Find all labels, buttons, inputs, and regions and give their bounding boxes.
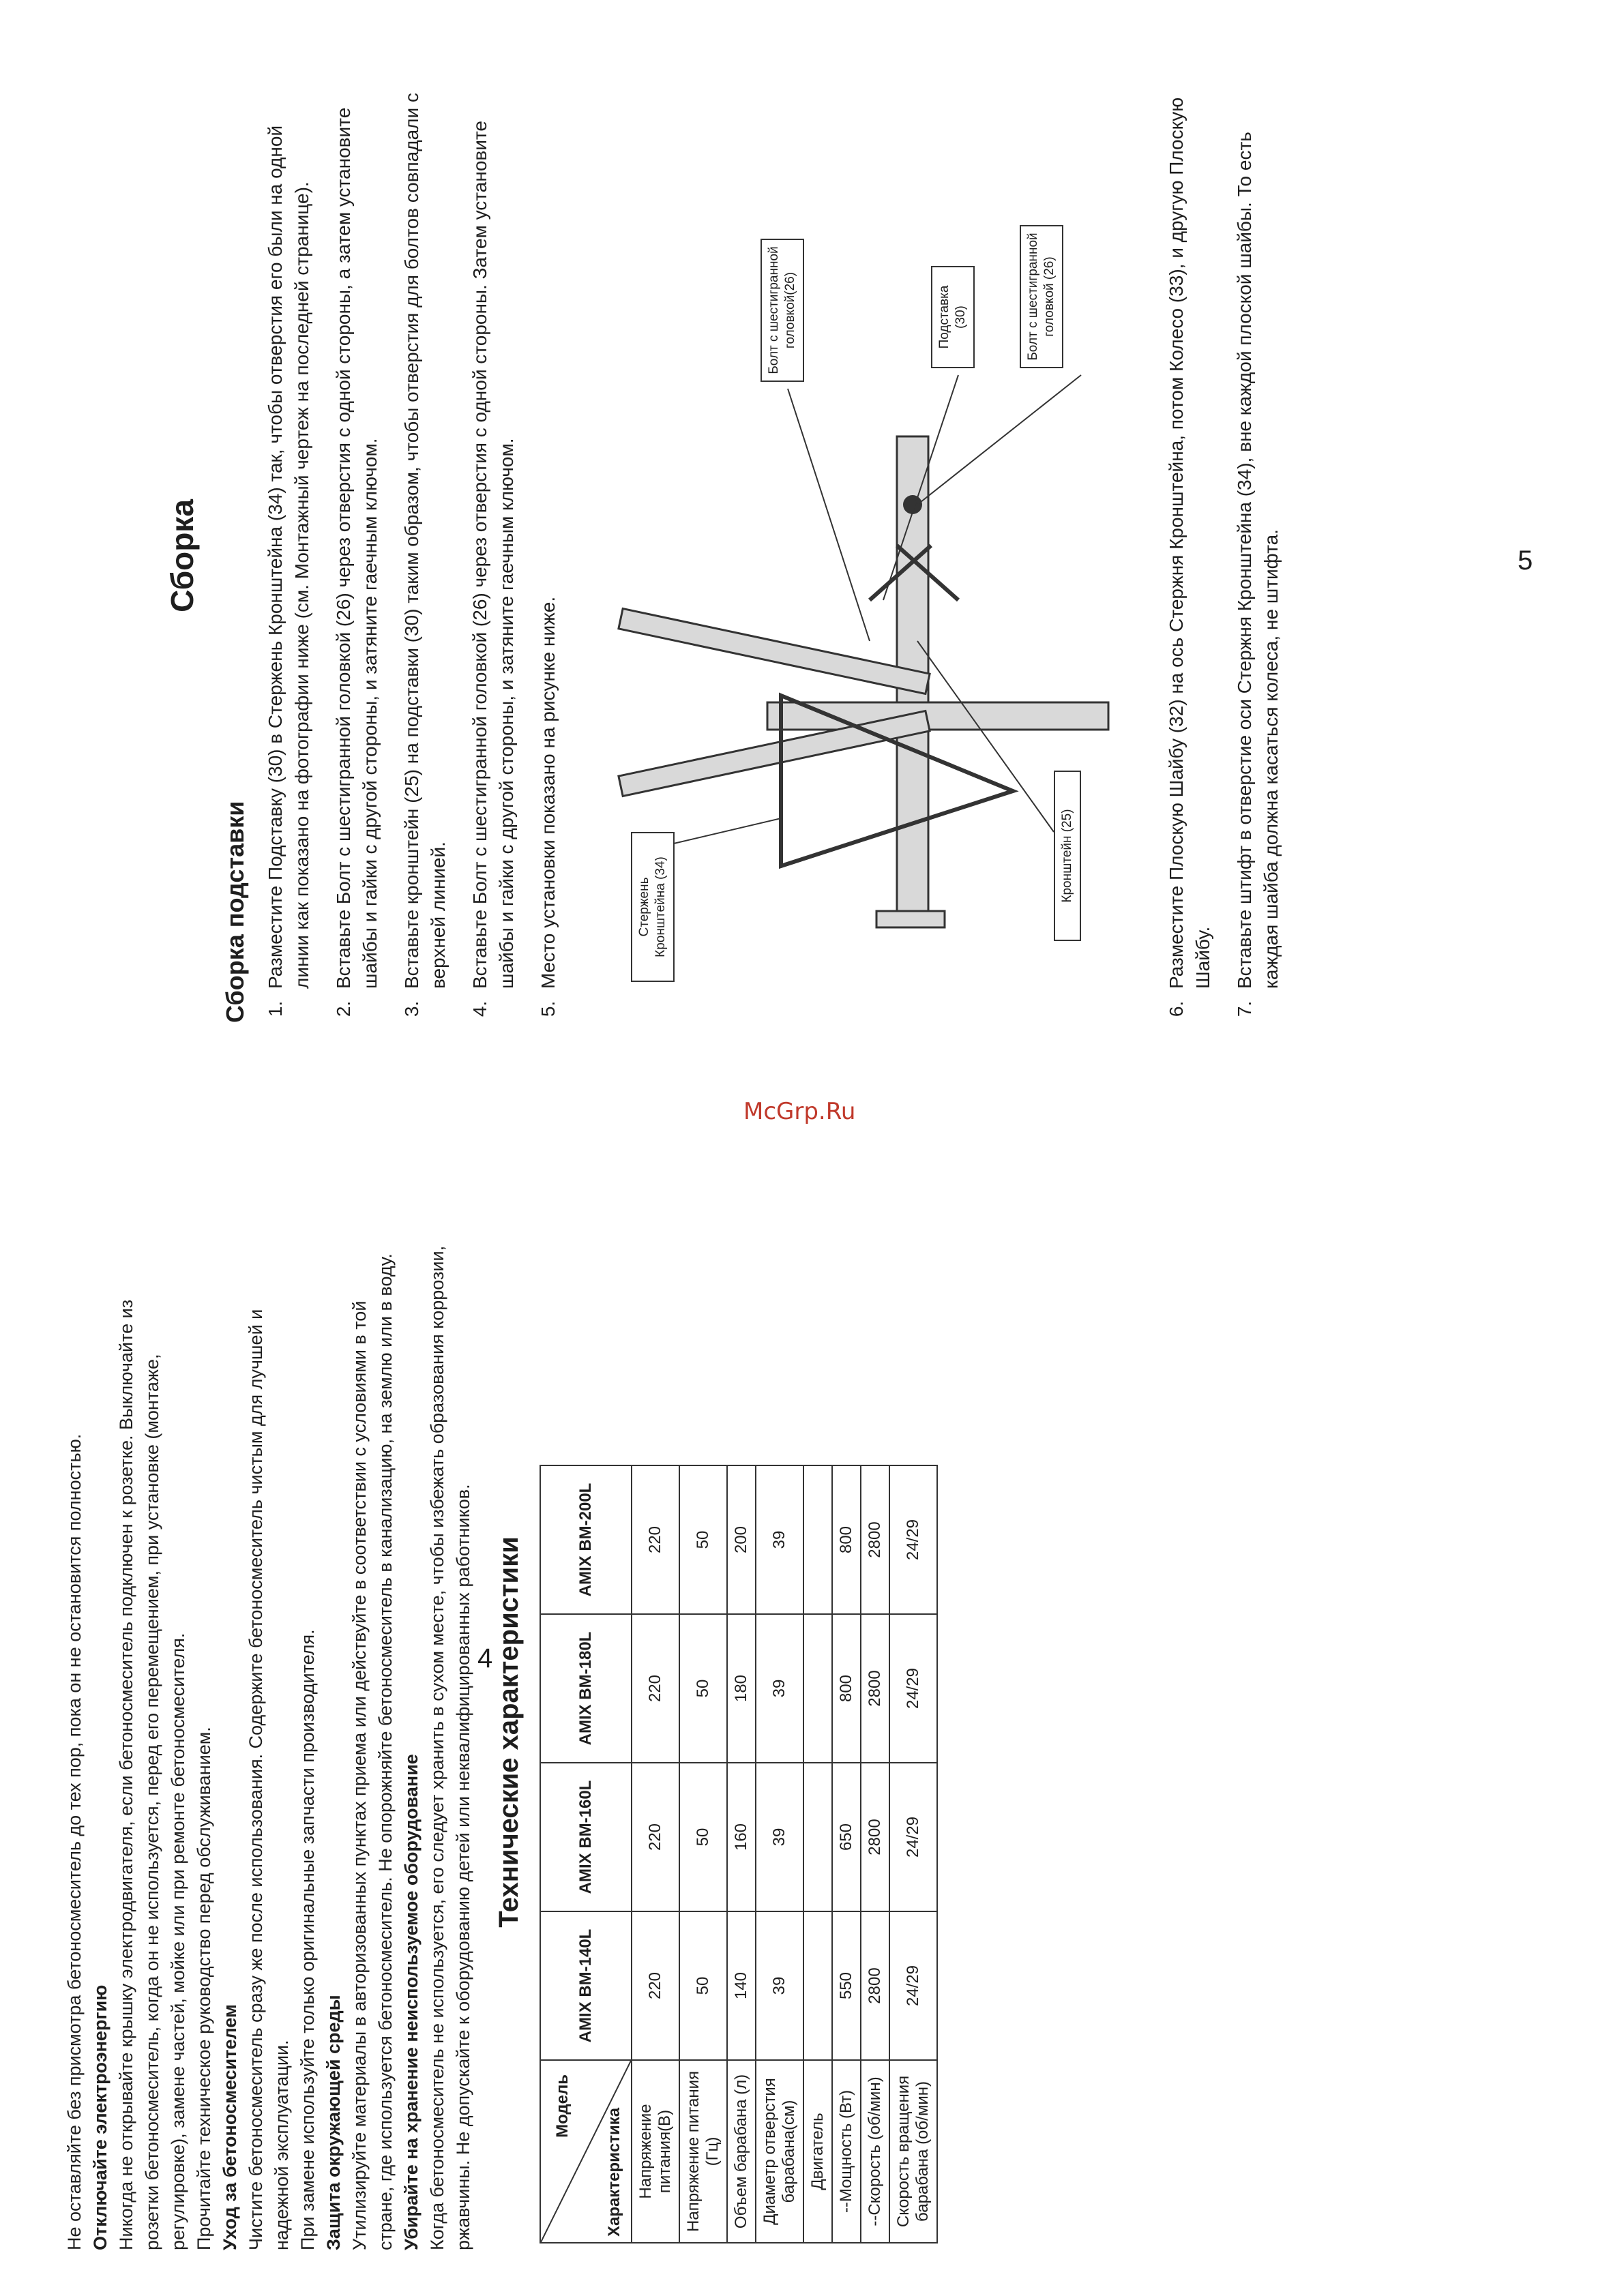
table-cell: 550 <box>832 1911 861 2060</box>
table-row <box>679 1465 727 2243</box>
table-row <box>861 1465 889 2243</box>
table-cell: 24/29 <box>889 1465 937 1614</box>
table-header-model: AMIX BM-160L <box>540 1763 632 1911</box>
section-text-parts: При замене используйте только оригинальные запчасти производителя. <box>297 1629 318 2250</box>
section-text-storage: Когда бетоносмеситель не используется, его следует хранить в сухом месте, чтобы избежать образования коррозии, ржавчины. Не допускайте к оборудованию детей или неквалифицированных работников. <box>427 1245 473 2250</box>
table-cell: 39 <box>756 1614 803 1763</box>
row-label: Объем барабана (л) <box>727 2060 756 2243</box>
table-cell: 50 <box>679 1911 727 2060</box>
callout-bracket: Кронштейн (25) <box>1054 771 1081 941</box>
table-cell: 50 <box>679 1465 727 1614</box>
table-cell: 39 <box>756 1763 803 1911</box>
table-cell: 220 <box>632 1614 679 1763</box>
page-title: Сборка <box>164 499 200 612</box>
row-label: --Мощность (Вт) <box>832 2060 861 2243</box>
table-cell: 2800 <box>861 1614 889 1763</box>
table-cell: 200 <box>727 1465 756 1614</box>
row-label: --Скорость (об/мин) <box>861 2060 889 2243</box>
table-cell: 180 <box>727 1614 756 1763</box>
table-cell: 800 <box>832 1614 861 1763</box>
intro-paragraph: Не оставляйте без присмотра бетоносмеситель до тех пор, пока он не остановится полностью. <box>64 1433 85 2250</box>
table-row <box>756 1465 803 2243</box>
table-cell: 39 <box>756 1465 803 1614</box>
section-text-care: Чистите бетоносмеситель сразу же после использования. Содержите бетоносмеситель чистым для лучшей и надежной эксплуатации. <box>246 1309 292 2250</box>
table-row <box>803 1465 832 2243</box>
row-label: Скорость вращения барабана (об/мин) <box>889 2060 937 2243</box>
list-item: 3. Вставьте кронштейн (25) на подставки (30) таким образом, чтобы отверстия для болтов совпадали с верхней линией. <box>398 89 452 996</box>
row-label: Напряжение питания(В) <box>632 2060 679 2243</box>
table-cell: 24/29 <box>889 1911 937 2060</box>
table-header-model: AMIX BM-140L <box>540 1911 632 2060</box>
table-cell: 50 <box>679 1614 727 1763</box>
table-row <box>727 1465 756 2243</box>
table-row <box>889 1465 937 2243</box>
row-label: Напряжение питания (Гц) <box>679 2060 727 2243</box>
table-header-row <box>540 1465 632 2243</box>
table-cell: 220 <box>632 1911 679 2060</box>
section-text-environment: Утилизируйте материалы в авторизованных пунктах приема или действуйте в соответствии с условиями в той стране, где используется бетоносмеситель. Не опорожняйте бетоносмеситель в канализацию, на землю или в воду. <box>349 1253 396 2250</box>
table-header-model: AMIX BM-180L <box>540 1614 632 1763</box>
crossbar <box>767 702 1108 730</box>
list-item: 2. Вставьте Болт с шестигранной головкой (26) через отверстия с одной стороны, а затем установите шайбы и гайки с другой стороны, и затяните гаечным ключом. <box>330 89 383 996</box>
table-cell: 220 <box>632 1763 679 1911</box>
callout-rod: Стержень Кронштейна (34) <box>631 832 675 982</box>
callout-bolt-top: Болт с шестигранной головкой (26) <box>1020 225 1063 368</box>
table-cell: 2800 <box>861 1911 889 2060</box>
leader-line <box>665 818 781 846</box>
page-4 <box>61 1241 932 2250</box>
table-cell: 220 <box>632 1465 679 1614</box>
table-cell: 50 <box>679 1763 727 1911</box>
table-cell: 39 <box>756 1911 803 2060</box>
section-heading-storage: Убирайте на хранение неиспользуемое оборудование <box>401 1754 422 2250</box>
section-text-power: Никогда не открывайте крышку электродвигателя, если бетоносмеситель подключен к розетке. Выключайте из розетки бетоносмеситель, когда он не используется, перед его перемещением, при установке (монтаже, регулировке), замене частей, мойке или при ремонте бетоносмесителя. <box>116 1299 188 2250</box>
table-cell <box>803 1465 832 1614</box>
table-header-model: AMIX BM-200L <box>540 1465 632 1614</box>
leader-line <box>788 389 870 641</box>
list-item: 6. Разместите Плоскую Шайбу (32) на ось Стержня Кронштейна, потом Колесо (33), и другую Плоскую Шайбу. <box>1163 89 1216 996</box>
steps-list-a <box>262 89 561 1023</box>
table-cell: 140 <box>727 1911 756 2060</box>
spec-table <box>540 1465 938 2243</box>
row-label: Двигатель <box>803 2060 832 2243</box>
leader-line <box>917 375 1081 505</box>
leader-line <box>917 641 1054 832</box>
callout-stand: Подставка (30) <box>931 266 975 368</box>
table-cell: 160 <box>727 1763 756 1911</box>
spec-title: Технические характеристики <box>494 1536 524 1928</box>
table-row <box>632 1465 679 2243</box>
table-cell <box>803 1911 832 2060</box>
section-heading-environment: Защита окружающей среды <box>323 1995 344 2250</box>
section-subtitle: Сборка подставки <box>221 801 249 1023</box>
table-cell: 24/29 <box>889 1763 937 1911</box>
assembly-figure <box>576 123 1136 1023</box>
steps-list-b <box>1163 89 1284 1023</box>
corner-model-label: Модель <box>553 2074 572 2138</box>
row-label: Диаметр отверстия барабана(см) <box>756 2060 803 2243</box>
watermark: McGrp.Ru <box>743 1098 856 1125</box>
base-plate <box>876 911 945 927</box>
corner-characteristic-label: Характеристика <box>605 2107 623 2237</box>
page-number-5: 5 <box>1518 546 1533 576</box>
table-cell: 800 <box>832 1465 861 1614</box>
table-corner-cell <box>540 2060 632 2243</box>
page-number-4: 4 <box>477 1643 493 1673</box>
page-5 <box>164 89 1460 1023</box>
table-cell <box>803 1614 832 1763</box>
stand-leg <box>619 609 930 694</box>
list-item: 5. Место установки показано на рисунке ниже. <box>535 89 561 996</box>
list-item: 4. Вставьте Болт с шестигранной головкой (26) через отверстия с одной стороны. Затем установите шайбы и гайки с другой стороны, и затяните гаечным ключом. <box>467 89 520 996</box>
list-item: 1. Разместите Подставку (30) в Стержень Кронштейна (34) так, чтобы отверстия его были на одной линии как показано на фотографии ниже (см. Монтажный чертеж на последней странице). <box>262 89 315 996</box>
list-item: 7. Вставьте штифт в отверстие оси Стержня Кронштейна (34), вне каждой плоской шайбы. То есть каждая шайба должна касаться колеса, не штифта. <box>1231 89 1284 996</box>
table-row <box>832 1465 861 2243</box>
section-heading-care: Уход за бетоносмесителем <box>220 2004 240 2250</box>
callout-bolt-right: Болт с шестигранной головкой(26) <box>761 239 804 382</box>
table-cell: 24/29 <box>889 1614 937 1763</box>
table-cell <box>803 1763 832 1911</box>
section-text-manual: Прочитайте техническое руководство перед обслуживанием. <box>194 1727 214 2250</box>
table-cell: 2800 <box>861 1465 889 1614</box>
table-cell: 650 <box>832 1763 861 1911</box>
section-heading-power: Отключайте электроэнергию <box>90 1984 110 2250</box>
table-cell: 2800 <box>861 1763 889 1911</box>
